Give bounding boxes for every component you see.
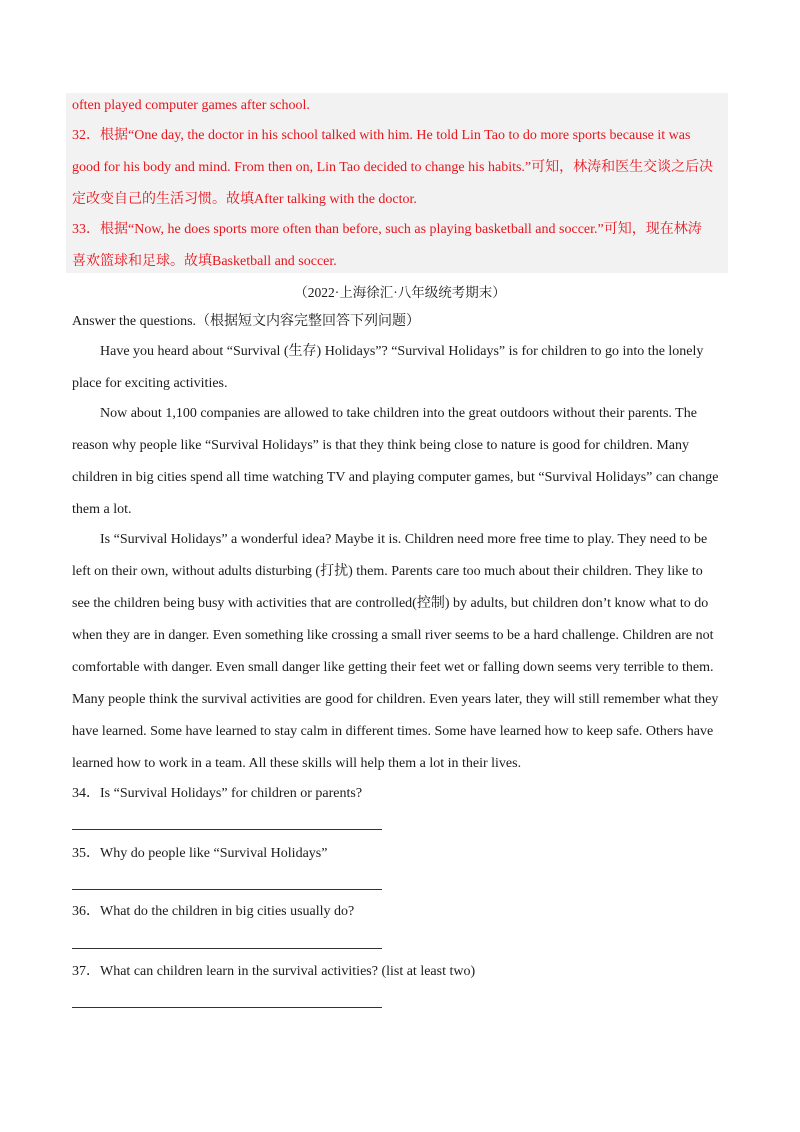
answer-line: often played computer games after school. [72,98,310,113]
answer-line: 32．根据“One day, the doctor in his school talked with him. He told Lin Tao to do more sports because it was [72,128,691,143]
question-35: 35．Why do people like “Survival Holidays” [72,846,328,861]
passage-line: place for exciting activities. [72,376,228,391]
answer-explanation-box [66,93,728,273]
passage-line: reason why people like “Survival Holidays” is that they think being close to nature is good for children. Many [72,438,690,453]
answer-line: good for his body and mind. From then on, Lin Tao decided to change his habits.”可知，林涛和医生交谈之后决 [72,160,714,175]
passage-line: children in big cities spend all time watching TV and playing computer games, but “Survival Holidays” can change [72,470,719,485]
passage-line: Many people think the survival activities are good for children. Even years later, they will still remember what they [72,692,719,707]
answer-blank-36[interactable] [72,948,382,949]
answer-blank-35[interactable] [72,889,382,890]
question-37: 37．What can children learn in the survival activities? (list at least two) [72,964,476,979]
passage-line: Have you heard about “Survival (生存) Holidays”? “Survival Holidays” is for children to go into the lonely [100,344,704,359]
instruction: Answer the questions.（根据短文内容完整回答下列问题） [72,314,421,329]
question-36: 36．What do the children in big cities usually do? [72,904,355,919]
answer-line: 喜欢篮球和足球。故填Basketball and soccer. [72,254,337,269]
answer-blank-34[interactable] [72,829,382,830]
answer-line: 33．根据“Now, he does sports more often than before, such as playing basketball and soccer.”可知，现在林涛 [72,222,702,237]
passage-line: when they are in danger. Even something like crossing a small river seems to be a hard challenge. Children are not [72,628,714,643]
passage-line: left on their own, without adults disturbing (打扰) them. Parents care too much about their children. They like to [72,564,703,579]
question-34: 34．Is “Survival Holidays” for children or parents? [72,786,363,801]
passage-line: Is “Survival Holidays” a wonderful idea? Maybe it is. Children need more free time to play. They need to be [100,532,708,547]
answer-line: 定改变自己的生活习惯。故填After talking with the doctor. [72,192,417,207]
passage-line: Now about 1,100 companies are allowed to take children into the great outdoors without their parents. The [100,406,697,421]
exam-source-heading: （2022·上海徐汇·八年级统考期末） [294,285,506,300]
passage-line: have learned. Some have learned to stay calm in different times. Some have learned how to keep safe. Others have [72,724,714,739]
passage-line: see the children being busy with activities that are controlled(控制) by adults, but children don’t know what to do [72,596,709,611]
answer-blank-37[interactable] [72,1007,382,1008]
passage-line: learned how to work in a team. All these skills will help them a lot in their lives. [72,756,522,771]
passage-line: them a lot. [72,502,132,517]
passage-line: comfortable with danger. Even small danger like getting their feet wet or falling down seems very terrible to them. [72,660,714,675]
